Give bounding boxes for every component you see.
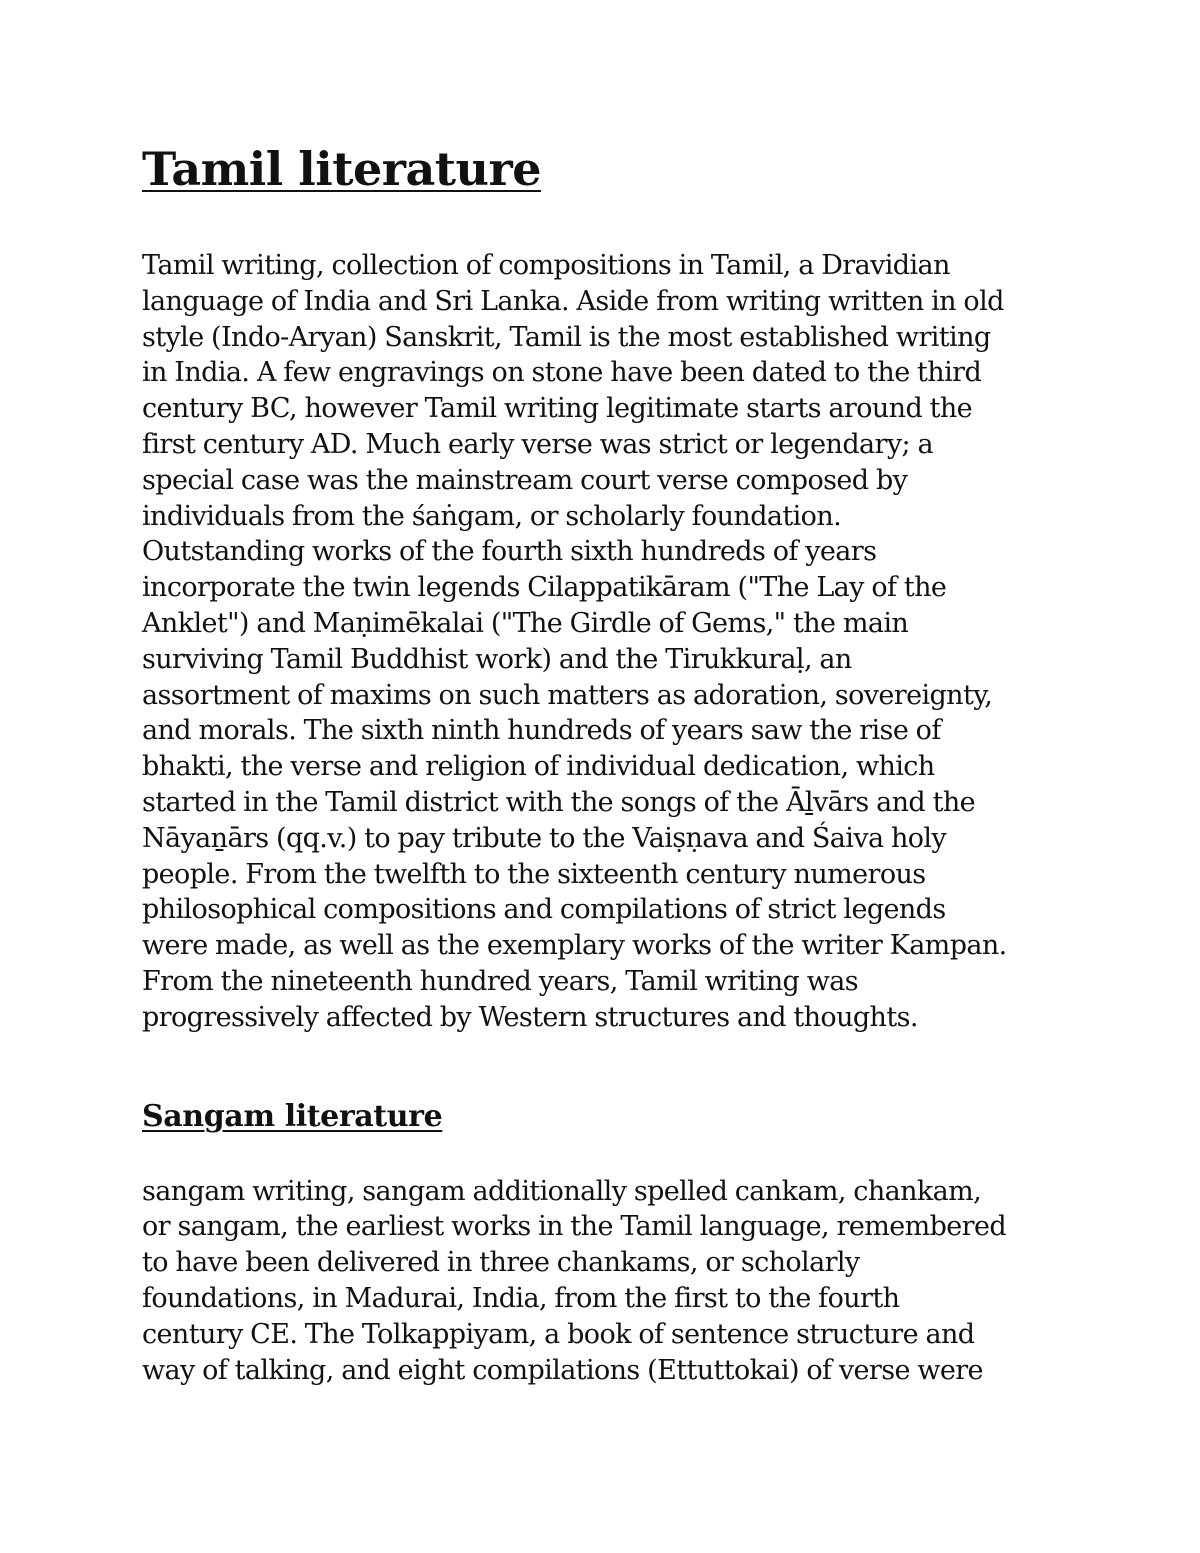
intro-paragraph: [142, 248, 1072, 1036]
text-line: foundations, in Madurai, India, from the first to the fourth: [142, 1282, 900, 1314]
page-title: Tamil literature: [142, 142, 541, 196]
text-line: incorporate the twin legends Cilappatikāram ("The Lay of the: [142, 572, 947, 604]
text-line: Anklet") and Maṇimēkalai ("The Girdle of Gems," the main: [142, 607, 909, 639]
text-line: philosophical compositions and compilations of strict legends: [142, 894, 946, 926]
text-line: century CE. The Tolkappiyam, a book of sentence structure and: [142, 1318, 975, 1350]
sangam-paragraph: [142, 1174, 1072, 1389]
text-line: special case was the mainstream court verse composed by: [142, 464, 908, 496]
text-line: first century AD. Much early verse was strict or legendary; a: [142, 428, 933, 460]
text-line: language of India and Sri Lanka. Aside from writing written in old: [142, 285, 1004, 317]
text-line: assortment of maxims on such matters as adoration, sovereignty,: [142, 679, 993, 711]
text-line: style (Indo-Aryan) Sanskrit, Tamil is the most established writing: [142, 321, 991, 353]
section-heading: Sangam literature: [142, 1098, 443, 1134]
text-line: century BC, however Tamil writing legitimate starts around the: [142, 393, 973, 425]
text-line: individuals from the śaṅgam, or scholarly foundation.: [142, 500, 842, 532]
text-line: way of talking, and eight compilations (Ettuttokai) of verse were: [142, 1354, 983, 1386]
text-line: progressively affected by Western structures and thoughts.: [142, 1001, 918, 1033]
text-line: sangam writing, sangam additionally spelled cankam, chankam,: [142, 1175, 982, 1207]
text-line: bhakti, the verse and religion of individual dedication, which: [142, 751, 935, 783]
text-line: in India. A few engravings on stone have been dated to the third: [142, 357, 982, 389]
text-line: to have been delivered in three chankams, or scholarly: [142, 1247, 860, 1279]
text-line: people. From the twelfth to the sixteenth century numerous: [142, 858, 926, 890]
text-line: surviving Tamil Buddhist work) and the Tirukkuraḷ, an: [142, 643, 852, 675]
text-line: From the nineteenth hundred years, Tamil writing was: [142, 965, 858, 997]
text-line: and morals. The sixth ninth hundreds of years saw the rise of: [142, 715, 941, 747]
text-line: were made, as well as the exemplary works of the writer Kampan.: [142, 930, 1007, 962]
text-line: started in the Tamil district with the songs of the Āḻvārs and the: [142, 786, 976, 818]
document-content: [142, 138, 1072, 1388]
text-line: Tamil writing, collection of compositions in Tamil, a Dravidian: [142, 250, 950, 281]
text-line: Nāyaṉārs (qq.v.) to pay tribute to the Vaiṣṇava and Śaiva holy: [142, 822, 947, 854]
text-line: or sangam, the earliest works in the Tamil language, remembered: [142, 1211, 1007, 1243]
text-line: Outstanding works of the fourth sixth hundreds of years: [142, 536, 877, 568]
